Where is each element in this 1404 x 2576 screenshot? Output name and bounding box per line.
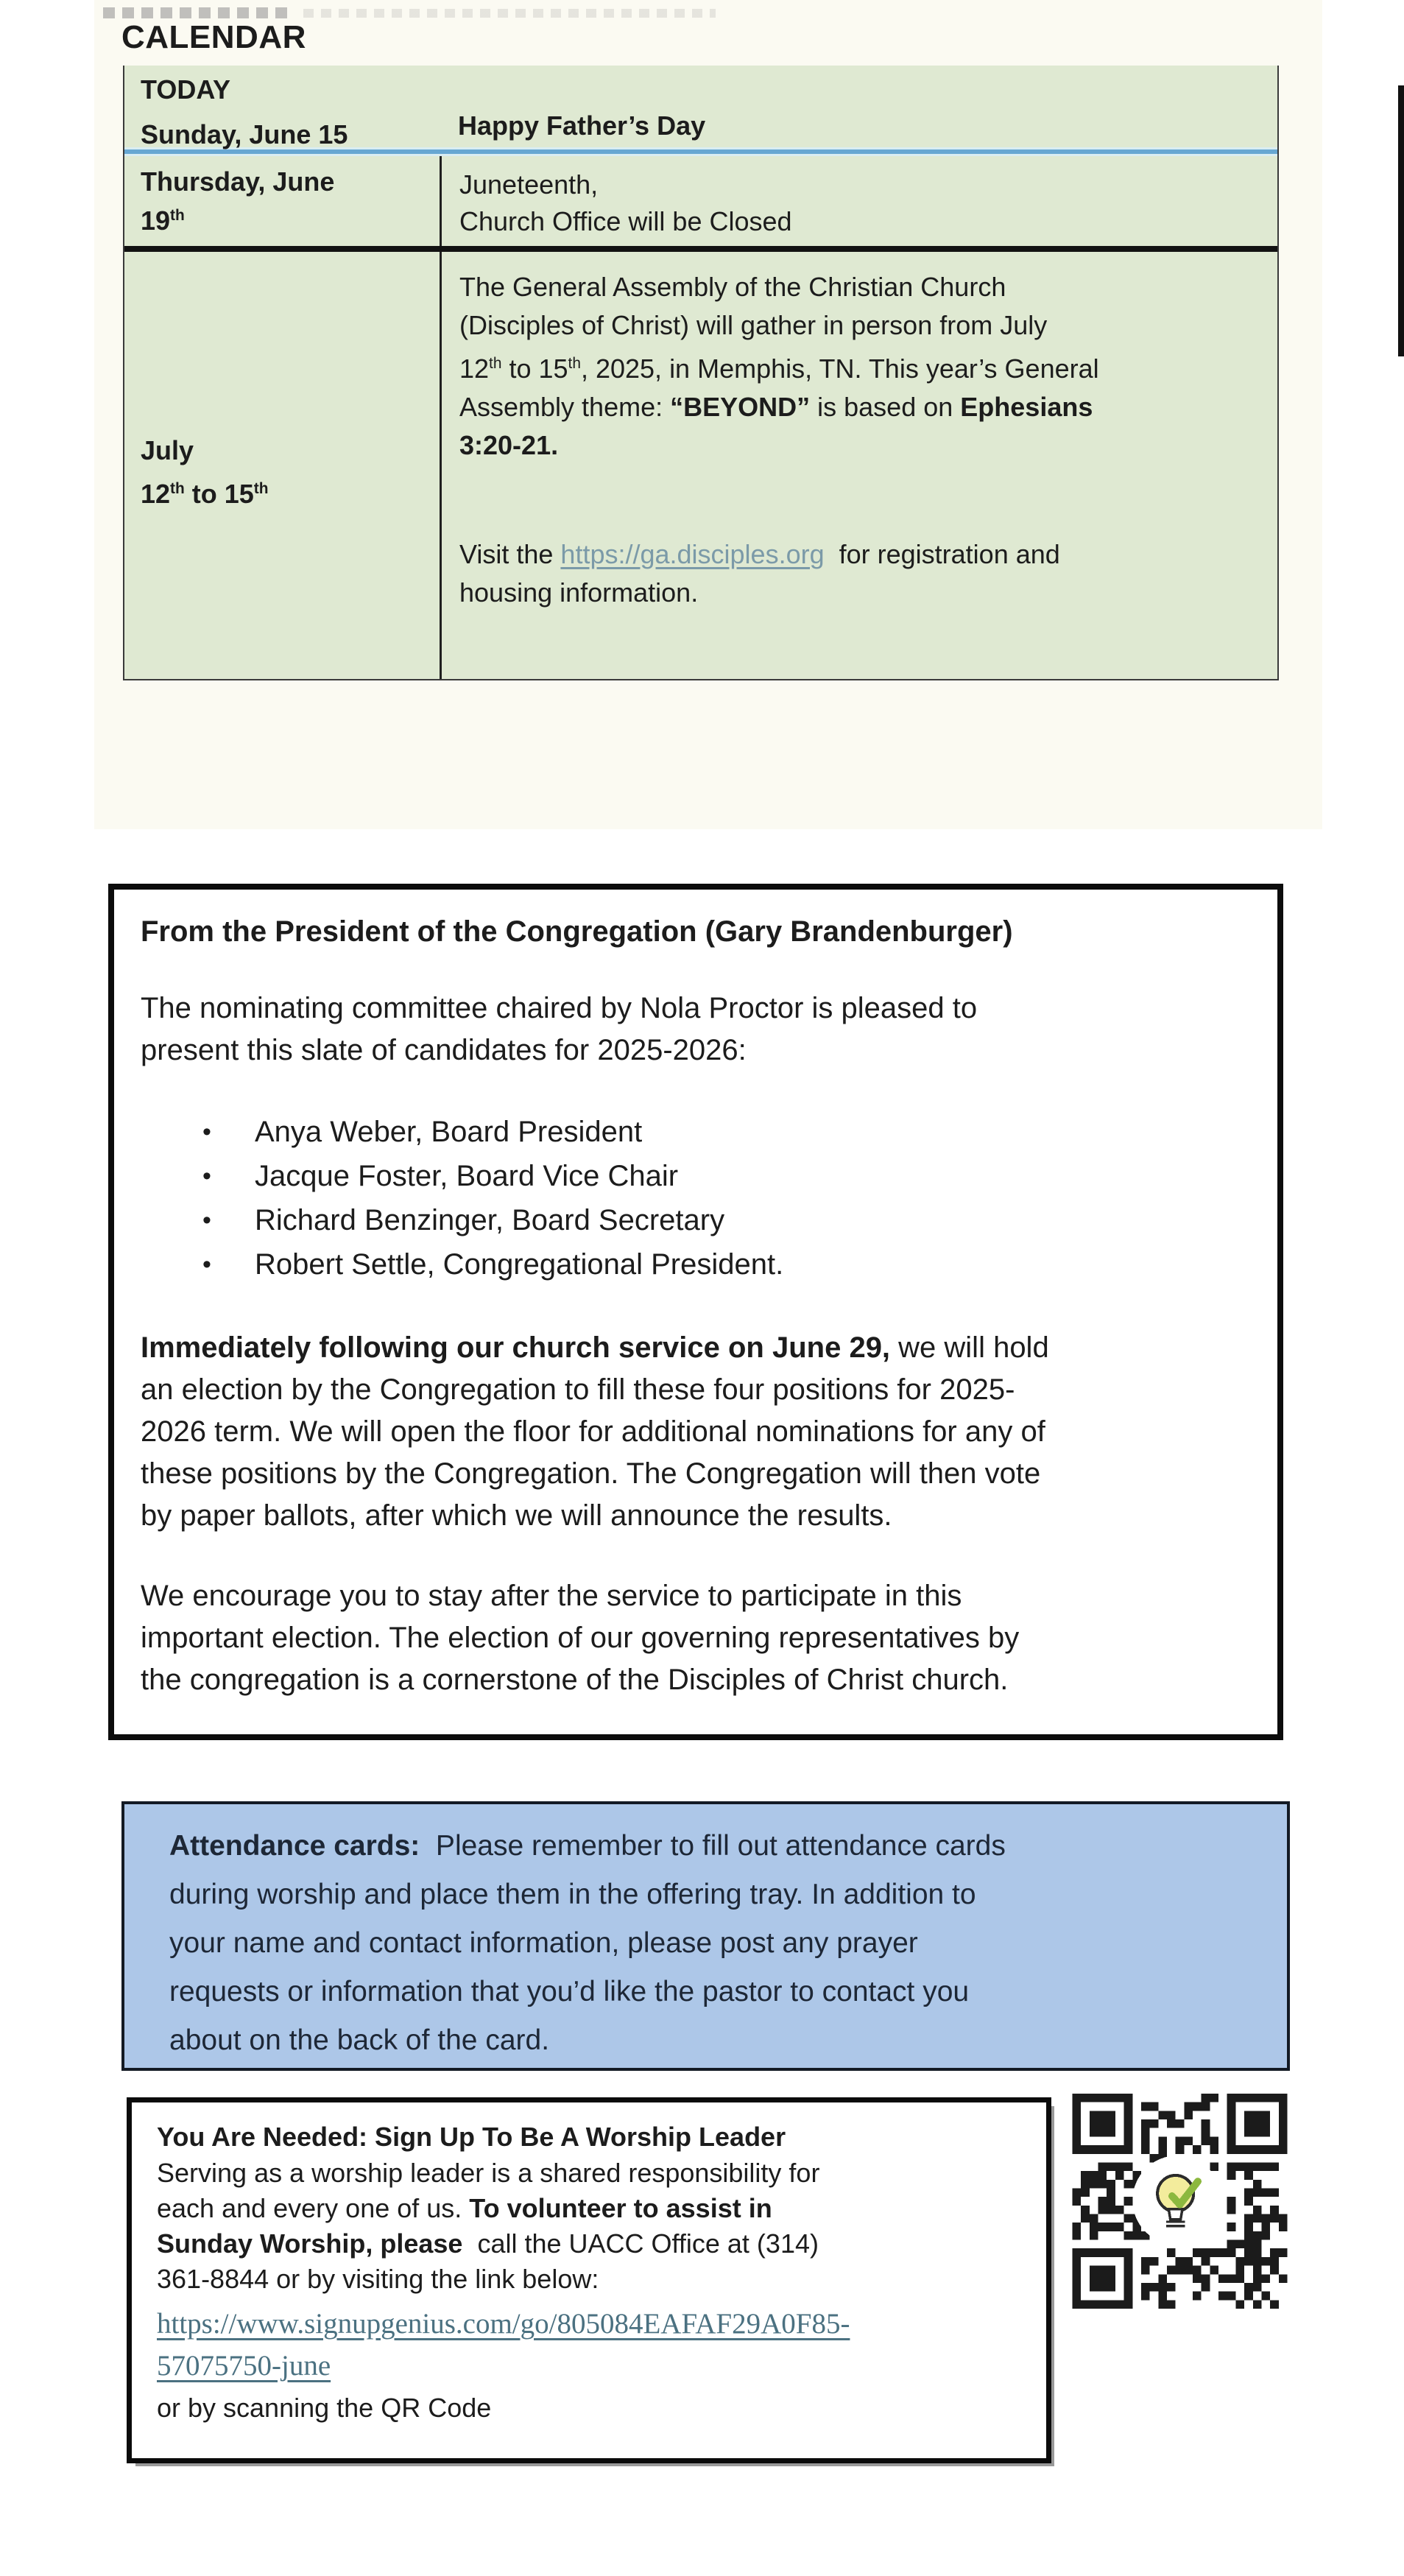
qr-instruction-text: or by scanning the QR Code [157, 2393, 492, 2423]
text-line: The nominating committee chaired by Nola Proctor is pleased to [141, 992, 978, 1024]
text-line: July [141, 435, 194, 465]
calendar-heading: CALENDAR [121, 19, 306, 55]
nominating-committee-paragraph [141, 988, 1248, 1071]
calendar-event-cell [440, 252, 1277, 679]
candidate-list [141, 1110, 1248, 1287]
calendar-date-cell [124, 252, 440, 679]
text-line: Sunday Worship, please call the UACC Office at (314) [157, 2228, 819, 2259]
worship-leader-text [157, 2156, 1027, 2297]
worship-leader-box [127, 2097, 1051, 2463]
text-line: these positions by the Congregation. The Congregation will then vote [141, 1457, 1041, 1490]
text-line: Church Office will be Closed [459, 206, 792, 236]
text-line: • Jacque Foster, Board Vice Chair [141, 1154, 1248, 1198]
text-line: Serving as a worship leader is a shared responsibility for [157, 2158, 820, 2188]
attendance-cards-box [121, 1801, 1290, 2071]
text-line: Visit the https://ga.disciples.org for registration and [459, 539, 1060, 569]
text-line: Immediately following our church service on June 29, we will hold [141, 1331, 1049, 1364]
link-ga-disciples[interactable]: https://ga.disciples.org [560, 539, 825, 569]
scan-artifact-cutoff-text [103, 7, 294, 18]
text-line: Happy Father’s Day [458, 110, 706, 141]
president-message-box [108, 884, 1283, 1740]
president-heading: From the President of the Congregation (Gary Brandenburger) [141, 915, 1013, 948]
calendar-table [123, 66, 1279, 680]
text-line: by paper ballots, after which we will announce the results. [141, 1499, 892, 1532]
link-signupgenius[interactable]: https://www.signupgenius.com/go/805084EAFAF29A0F85- [157, 2308, 850, 2340]
text-line: the congregation is a cornerstone of the Disciples of Christ church. [141, 1664, 1009, 1696]
link-signupgenius[interactable]: 57075750-june [157, 2350, 331, 2382]
text-line: 361-8844 or by visiting the link below: [157, 2264, 599, 2294]
worship-leader-heading: You Are Needed: Sign Up To Be A Worship Leader [157, 2122, 786, 2152]
encouragement-paragraph [141, 1575, 1248, 1701]
text-line: The General Assembly of the Christian Church [459, 272, 1006, 302]
text-line: 3:20-21. [459, 430, 559, 460]
signup-link-block [157, 2303, 1027, 2387]
signup-qr-code [1071, 2094, 1288, 2309]
scan-artifact-cutoff-text [303, 9, 716, 18]
qr-code-image [1071, 2094, 1288, 2309]
general-assembly-paragraph [459, 268, 1255, 465]
election-paragraph [141, 1327, 1248, 1537]
calendar-row-today [124, 66, 1277, 147]
text-line: 2026 term. We will open the floor for additional nominations for any of [141, 1415, 1045, 1448]
text-line: requests or information that you’d like the pastor to contact you [169, 1976, 970, 2007]
text-line: 12th to 15th, 2025, in Memphis, TN. This year’s General [459, 353, 1099, 384]
text-line: • Richard Benzinger, Board Secretary [141, 1198, 1248, 1242]
calendar-date-cell [124, 156, 440, 246]
text-line: important election. The election of our governing representatives by [141, 1622, 1020, 1654]
calendar-row-juneteenth [124, 156, 1277, 252]
text-line: about on the back of the card. [169, 2024, 550, 2056]
calendar-row-general-assembly [124, 252, 1277, 679]
attendance-cards-text [169, 1822, 1257, 2065]
text-line: We encourage you to stay after the service to participate in this [141, 1580, 962, 1612]
text-line: an election by the Congregation to fill these four positions for 2025- [141, 1373, 1015, 1406]
text-line: each and every one of us. To volunteer to assist in [157, 2193, 772, 2223]
text-line: during worship and place them in the offering tray. In addition to [169, 1879, 976, 1910]
general-assembly-visit-note [459, 535, 1255, 612]
calendar-event-cell [440, 156, 1277, 246]
text-line: 19th [141, 205, 185, 236]
scan-artifact-right-edge [1398, 85, 1404, 356]
text-line: • Anya Weber, Board President [141, 1110, 1248, 1154]
text-line: Juneteenth, [459, 169, 599, 200]
text-line: housing information. [459, 577, 699, 608]
text-line: (Disciples of Christ) will gather in person from July [459, 310, 1048, 340]
text-line: TODAY [141, 74, 231, 105]
text-line: Thursday, June [141, 166, 335, 197]
text-line [157, 2345, 1027, 2387]
text-line [157, 2303, 1027, 2345]
text-line: 12th to 15th [141, 479, 269, 509]
calendar-date-cell [124, 66, 440, 147]
text-line: present this slate of candidates for 2025-2026: [141, 1034, 747, 1066]
text-line: Assembly theme: “BEYOND” is based on Ephesians [459, 392, 1093, 422]
text-line: Attendance cards: Please remember to fill out attendance cards [169, 1830, 1006, 1862]
calendar-event-cell [440, 66, 1277, 147]
text-line: Sunday, June 15 [141, 119, 348, 149]
text-line: your name and contact information, please post any prayer [169, 1927, 918, 1959]
text-line: • Robert Settle, Congregational President. [141, 1242, 1248, 1287]
